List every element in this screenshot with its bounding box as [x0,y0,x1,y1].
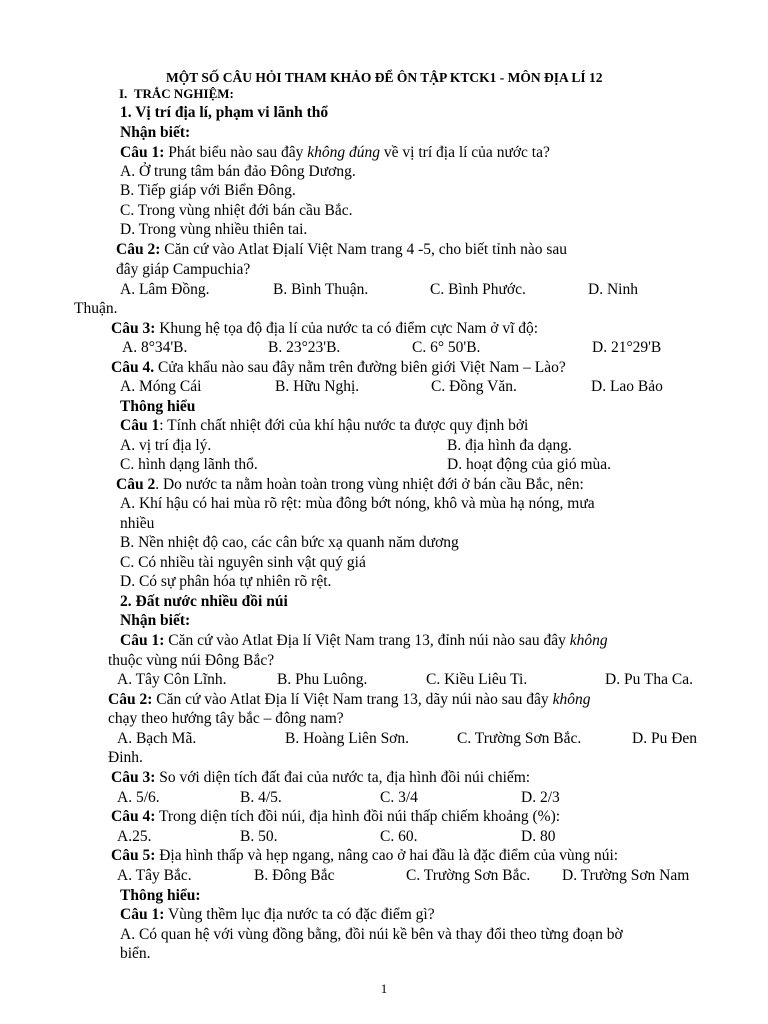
s1-nb-q4-option-c: C. Đồng Văn. [431,378,517,395]
s2-th-q1-stem: Câu 1: Vùng thềm lục địa nước ta có đặc điểm gì? [120,906,435,923]
s1-th-q2-stem: Câu 2. Do nước ta nằm hoàn toàn trong vùng nhiệt đới ở bán cầu Bắc, nên: [116,476,584,493]
s1-nb-q3-stem: Câu 3: Khung hệ tọa độ địa lí của nước ta có điểm cực Nam ở vĩ độ: [111,320,539,337]
s1-nb-q2-option-d: D. Ninh [588,281,638,298]
s2-nb-q2-option-d: D. Pu Đen [632,730,698,747]
s2-nb-q5-option-d: D. Trường Sơn Nam [562,867,690,884]
s2-nb-q3-option-b: B. 4/5. [240,789,282,806]
s2-nb-q1-stem: Câu 1: Căn cứ vào Atlat Địa lí Việt Nam trang 13, đỉnh núi nào sau đây không [120,632,608,649]
part-number: I. [119,86,128,101]
s1-nb-q1-stem: Câu 1: Phát biểu nào sau đây không đúng về vị trí địa lí của nước ta? [120,144,550,161]
page-title: MỘT SỐ CÂU HỎI THAM KHẢO ĐỂ ÔN TẬP KTCK1 - MÔN ĐỊA LÍ 12 [166,70,603,85]
section-1-heading: 1. Vị trí địa lí, phạm vi lãnh thổ [120,104,329,121]
s1-nb-q2-option-c: C. Bình Phước. [430,281,526,298]
s1-th-q2-option-c: C. Có nhiều tài nguyên sinh vật quý giá [120,554,366,571]
s2-nb-q4-stem: Câu 4: Trong diện tích đồi núi, địa hình đồi núi thấp chiếm khoảng (%): [111,808,561,825]
s2-nb-q3-stem: Câu 3: So với diện tích đất đai của nước ta, địa hình đồi núi chiếm: [111,769,531,786]
s2-nb-q5-option-b: B. Đông Bắc [254,867,335,884]
s1-nb-q2-option-b: B. Bình Thuận. [273,281,369,298]
s2-nb-q3-option-a: A. 5/6. [117,789,160,806]
s2-nb-q2-option-a: A. Bạch Mã. [117,730,197,747]
s2-nb-q5-option-a: A. Tây Bắc. [117,867,192,884]
s1-th-q2-option-a: A. Khí hậu có hai mùa rõ rệt: mùa đông bớt nóng, khô và mùa hạ nóng, mưa [120,495,595,512]
s2-nb-q2-stem-cont: chạy theo hướng tây bắc – đông nam? [108,710,344,727]
s1-th-q2-option-d: D. Có sự phân hóa tự nhiên rõ rệt. [120,573,332,590]
s2-th-q1-option-a-cont: biển. [120,945,151,962]
s1-nb-q1-option-b: B. Tiếp giáp với Biển Đông. [120,182,296,199]
s1-nb-q2-option-a: A. Lâm Đồng. [120,281,210,298]
s1-nb-q4-option-a: A. Móng Cái [120,378,202,395]
s2-nb-q2-option-d-cont: Đinh. [108,749,143,766]
s1-nb-q4-option-b: B. Hữu Nghị. [275,378,360,395]
part-label: TRẮC NGHIỆM: [133,86,234,101]
section-1-thong-hieu-label: Thông hiểu [120,398,196,415]
s2-nb-q3-option-d: D. 2/3 [521,789,560,806]
s1-nb-q3-option-b: B. 23°23'B. [268,339,341,356]
s2-nb-q3-option-c: C. 3/4 [380,789,418,806]
s2-nb-q1-option-c: C. Kiều Liêu Ti. [426,671,528,688]
s1-nb-q4-option-d: D. Lao Bảo [591,378,663,395]
s2-nb-q5-stem: Câu 5: Địa hình thấp và hẹp ngang, nâng cao ở hai đầu là đặc điểm của vùng núi: [111,847,619,864]
s2-nb-q2-stem: Câu 2: Căn cứ vào Atlat Địa lí Việt Nam trang 13, dãy núi nào sau đây không [108,691,591,708]
section-2-heading: 2. Đất nước nhiều đồi núi [120,593,288,610]
s1-nb-q2-stem: Câu 2: Căn cứ vào Atlat Địalí Việt Nam trang 4 -5, cho biết tỉnh nào sau [116,241,568,258]
section-2-thong-hieu-label: Thông hiểu: [120,887,201,904]
s1-nb-q3-option-c: C. 6° 50'B. [412,339,481,356]
s1-th-q1-option-a: A. vị trí địa lý. [120,437,212,454]
s1-nb-q1-option-a: A. Ở trung tâm bán đảo Đông Dương. [120,163,356,180]
s2-nb-q4-option-d: D. 80 [521,828,556,845]
s1-nb-q1-option-d: D. Trong vùng nhiều thiên tai. [120,221,308,238]
s2-nb-q2-option-b: B. Hoàng Liên Sơn. [285,730,410,747]
s2-nb-q1-option-d: D. Pu Tha Ca. [605,671,693,688]
s2-nb-q4-option-b: B. 50. [240,828,278,845]
s1-nb-q3-option-a: A. 8°34'B. [122,339,188,356]
section-1-nhan-biet-label: Nhận biết: [120,124,191,141]
page-number: 1 [380,981,388,996]
s1-th-q2-option-b: B. Nền nhiệt độ cao, các cân bức xạ quanh năm dương [120,534,459,551]
s2-nb-q2-option-c: C. Trường Sơn Bắc. [457,730,582,747]
s1-nb-q2-option-d-cont: Thuận. [74,300,118,317]
s2-nb-q5-option-c: C. Trường Sơn Bắc. [406,867,531,884]
s1-th-q2-option-a-cont: nhiều [120,515,155,532]
s1-th-q1-option-c: C. hình dạng lãnh thổ. [120,456,258,473]
section-2-nhan-biet-label: Nhận biết: [120,612,191,629]
s1-nb-q3-option-d: D. 21°29'B [592,339,662,356]
s1-th-q1-option-d: D. hoạt động của gió mùa. [447,456,612,473]
s1-nb-q2-stem-cont: đây giáp Campuchia? [116,261,251,278]
s1-th-q1-stem: Câu 1: Tính chất nhiệt đới của khí hậu nước ta được quy định bởi [120,417,529,434]
s2-th-q1-option-a: A. Có quan hệ với vùng đồng bằng, đồi núi kề bên và thay đổi theo từng đoạn bờ [120,926,623,943]
s2-nb-q4-option-a: A.25. [117,828,152,845]
s1-th-q1-option-b: B. địa hình đa dạng. [447,437,572,454]
s2-nb-q1-option-b: B. Phu Luông. [277,671,368,688]
s2-nb-q1-option-a: A. Tây Côn Lĩnh. [117,671,227,688]
s2-nb-q1-stem-cont: thuộc vùng núi Đông Bắc? [108,652,275,669]
s1-nb-q4-stem: Câu 4. Cửa khẩu nào sau đây nằm trên đường biên giới Việt Nam – Lào? [111,359,566,376]
s1-nb-q1-option-c: C. Trong vùng nhiệt đới bán cầu Bắc. [120,202,353,219]
s2-nb-q4-option-c: C. 60. [380,828,418,845]
part-heading [119,84,234,103]
